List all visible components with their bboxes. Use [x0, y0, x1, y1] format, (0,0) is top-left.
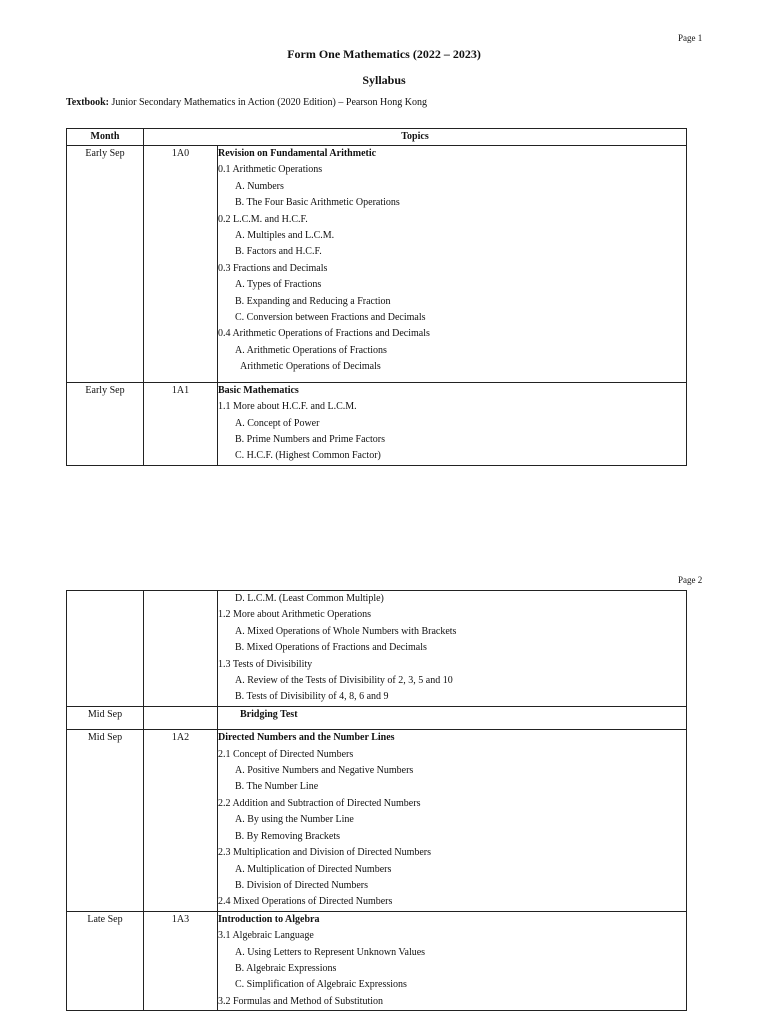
subsection-line: A. Concept of Power [235, 417, 320, 429]
subsection-line: C. H.C.F. (Highest Common Factor) [235, 450, 381, 462]
subsection-line: B. Mixed Operations of Fractions and Decimals [235, 642, 427, 654]
table-row [67, 911, 687, 1010]
section-line: 3.1 Algebraic Language [218, 930, 314, 942]
subsection-line: B. By Removing Brackets [235, 830, 340, 842]
topics-cell [218, 730, 687, 911]
section-line: 1.1 More about H.C.F. and L.C.M. [218, 401, 357, 413]
section-line: 3.2 Formulas and Method of Substitution [218, 995, 383, 1007]
chapter-code-cell [144, 706, 218, 729]
month-cell: Early Sep [67, 146, 144, 383]
table-row [67, 146, 687, 383]
syllabus-table-page-1 [66, 128, 687, 466]
month-cell [67, 591, 144, 707]
syllabus-table-page-2 [66, 590, 687, 1011]
subsection-line: A. Using Letters to Represent Unknown Values [235, 946, 426, 958]
section-line: 2.1 Concept of Directed Numbers [218, 748, 354, 760]
topics-cell [218, 706, 687, 729]
section-line: 2.2 Addition and Subtraction of Directed Numbers [218, 797, 421, 809]
month-cell: Mid Sep [67, 730, 144, 911]
textbook-label: Textbook: [66, 97, 109, 108]
cell-spacer [218, 723, 686, 729]
month-cell: Mid Sep [67, 706, 144, 729]
table-row [67, 382, 687, 465]
page-1-number: Page 1 [678, 33, 703, 43]
subsection-line: A. Positive Numbers and Negative Numbers [235, 765, 414, 777]
chapter-title: Directed Numbers and the Number Lines [218, 732, 395, 744]
chapter-title: Revision on Fundamental Arithmetic [218, 148, 377, 159]
chapter-code-cell: 1A2 [144, 730, 218, 911]
textbook-value: Junior Secondary Mathematics in Action (2020 Edition) – Pearson Hong Kong [111, 97, 427, 108]
subsection-line: B. Factors and H.C.F. [235, 246, 322, 258]
topics-cell [218, 382, 687, 465]
table-row [67, 730, 687, 911]
topics-cell [218, 911, 687, 1010]
chapter-code-cell [144, 591, 218, 707]
section-line: 2.4 Mixed Operations of Directed Numbers [218, 896, 393, 908]
month-column-header: Month [67, 129, 144, 146]
chapter-code-cell: 1A1 [144, 382, 218, 465]
subsection-line: A. Numbers [235, 180, 284, 192]
month-cell: Late Sep [67, 911, 144, 1010]
document-title: Form One Mathematics (2022 – 2023) [287, 47, 481, 61]
table-row [67, 706, 687, 729]
chapter-code-cell: 1A3 [144, 911, 218, 1010]
subsection-line: A. Types of Fractions [235, 279, 322, 291]
subsection-line: A. Review of the Tests of Divisibility of 2, 3, 5 and 10 [235, 675, 453, 687]
subsection-line: B. Algebraic Expressions [235, 962, 337, 974]
subsection-line: C. Conversion between Fractions and Decimals [235, 312, 426, 324]
section-line: 2.3 Multiplication and Division of Directed Numbers [218, 847, 432, 859]
bridging-test-label: Bridging Test [240, 708, 298, 720]
subsection-line: B. Division of Directed Numbers [235, 879, 369, 891]
subsection-line: A. Multiplication of Directed Numbers [235, 863, 392, 875]
section-line: 0.4 Arithmetic Operations of Fractions and Decimals [218, 328, 430, 340]
section-line: 1.2 More about Arithmetic Operations [218, 609, 372, 621]
topics-cell [218, 591, 687, 707]
cell-spacer [218, 376, 686, 382]
document-subtitle: Syllabus [362, 73, 406, 87]
textbook-line [66, 97, 427, 108]
chapter-title: Basic Mathematics [218, 384, 299, 396]
chapter-code-cell: 1A0 [144, 146, 218, 383]
chapter-title: Introduction to Algebra [218, 913, 320, 925]
month-cell: Early Sep [67, 382, 144, 465]
topics-cell [218, 146, 687, 383]
table-header-row [67, 129, 687, 146]
section-line: 1.3 Tests of Divisibility [218, 658, 313, 670]
topics-column-header: Topics [144, 129, 687, 146]
section-line: 0.3 Fractions and Decimals [218, 262, 328, 274]
subsection-line: A. Mixed Operations of Whole Numbers with Brackets [235, 625, 457, 637]
subsection-line: B. Expanding and Reducing a Fraction [235, 295, 391, 307]
subsection-line: B. Prime Numbers and Prime Factors [235, 433, 385, 445]
subsection-line: A. Arithmetic Operations of Fractions [235, 344, 387, 356]
subsection-line: A. By using the Number Line [235, 814, 354, 826]
subsection-line: Arithmetic Operations of Decimals [240, 361, 381, 373]
section-line: 0.2 L.C.M. and H.C.F. [218, 213, 308, 225]
page-2-number: Page 2 [678, 575, 703, 585]
subsection-line: A. Multiples and L.C.M. [235, 230, 335, 242]
subsection-line: B. Tests of Divisibility of 4, 8, 6 and 9 [235, 691, 389, 703]
table-row [67, 591, 687, 707]
subsection-line: C. Simplification of Algebraic Expressions [235, 979, 407, 991]
subsection-line: B. The Number Line [235, 781, 319, 793]
subsection-line: D. L.C.M. (Least Common Multiple) [235, 593, 384, 604]
subsection-line: B. The Four Basic Arithmetic Operations [235, 197, 400, 209]
section-line: 0.1 Arithmetic Operations [218, 164, 323, 176]
